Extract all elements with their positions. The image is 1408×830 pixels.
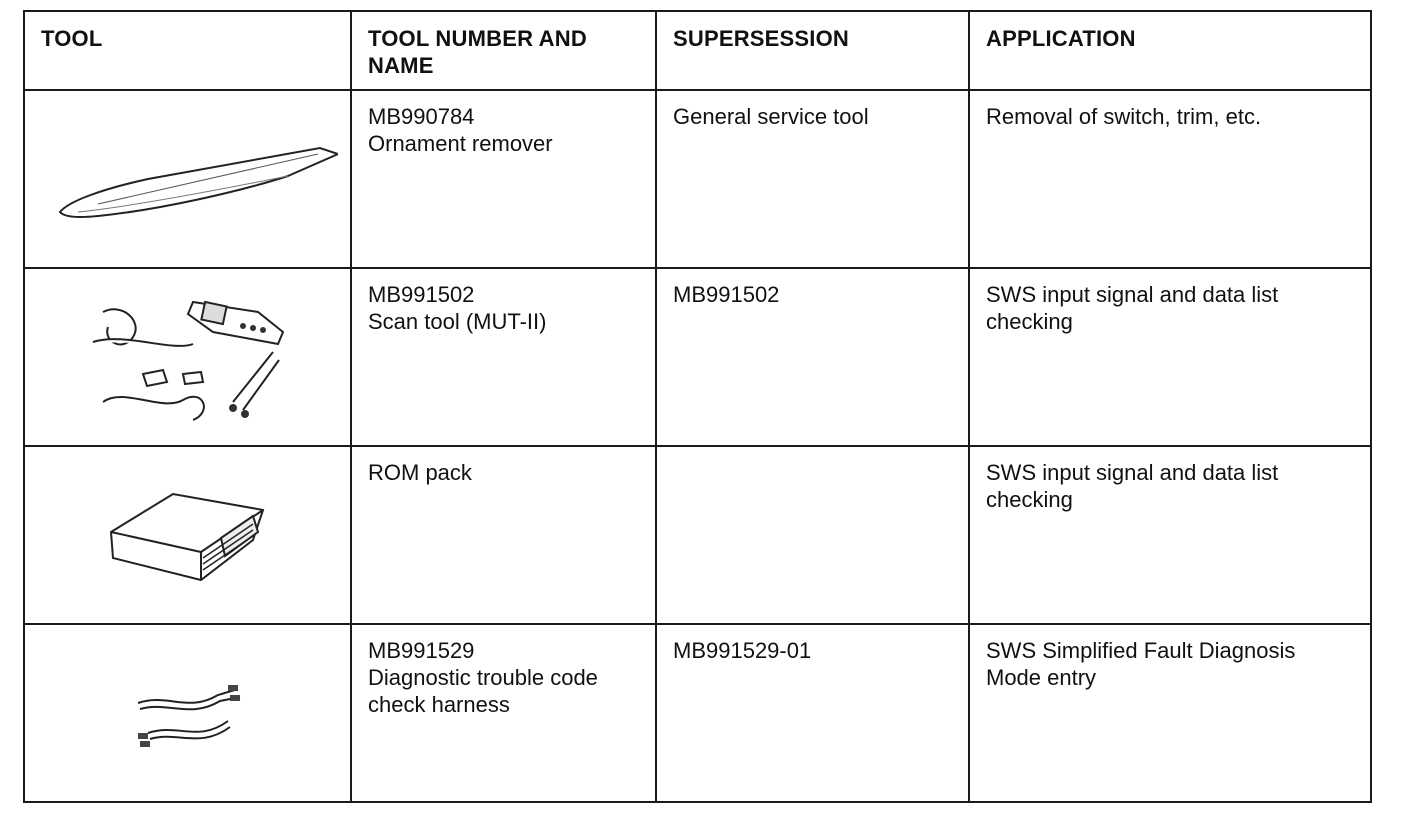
application-cell (969, 624, 1371, 802)
supersession-cell (656, 446, 969, 624)
tool-number: MB991529 (368, 638, 475, 663)
tool-number-name-cell (351, 268, 656, 446)
supersession-cell (656, 90, 969, 268)
table-row (24, 446, 1371, 624)
header-tool-number-and-name: TOOL NUMBER AND NAME (351, 11, 656, 90)
table-row (24, 268, 1371, 446)
supersession-value: MB991502 (673, 282, 780, 307)
tool-name: ROM pack (368, 460, 472, 485)
tool-number-name-cell (351, 446, 656, 624)
header-application: APPLICATION (969, 11, 1371, 90)
rom-pack-illustration (103, 480, 273, 590)
application-value: SWS Simplified Fault Diagnosis Mode entry (986, 638, 1296, 690)
table-row (24, 90, 1371, 268)
application-cell (969, 446, 1371, 624)
application-cell (969, 90, 1371, 268)
application-value: SWS input signal and data list checking (986, 282, 1279, 334)
application-value: Removal of switch, trim, etc. (986, 104, 1262, 129)
supersession-value: General service tool (673, 104, 869, 129)
tool-name: Scan tool (MUT-II) (368, 309, 547, 334)
tool-name: Ornament remover (368, 131, 553, 156)
special-tools-table (23, 10, 1372, 803)
table-row (24, 624, 1371, 802)
supersession-cell (656, 624, 969, 802)
supersession-cell (656, 268, 969, 446)
tool-number-name-cell (351, 624, 656, 802)
tool-image-cell (24, 624, 351, 802)
header-tool: TOOL (24, 11, 351, 90)
check-harness-illustration (128, 673, 248, 753)
header-supersession: SUPERSESSION (656, 11, 969, 90)
tool-number-name-cell (351, 90, 656, 268)
tool-number: MB990784 (368, 104, 475, 129)
ornament-remover-illustration (38, 124, 338, 234)
application-cell (969, 268, 1371, 446)
tool-image-cell (24, 268, 351, 446)
tool-image-cell (24, 90, 351, 268)
tool-number: MB991502 (368, 282, 475, 307)
application-value: SWS input signal and data list checking (986, 460, 1279, 512)
tool-image-cell (24, 446, 351, 624)
header-row (24, 11, 1371, 90)
tool-name: Diagnostic trouble code check harness (368, 665, 598, 717)
scan-tool-illustration (83, 282, 293, 432)
supersession-value: MB991529-01 (673, 638, 812, 663)
